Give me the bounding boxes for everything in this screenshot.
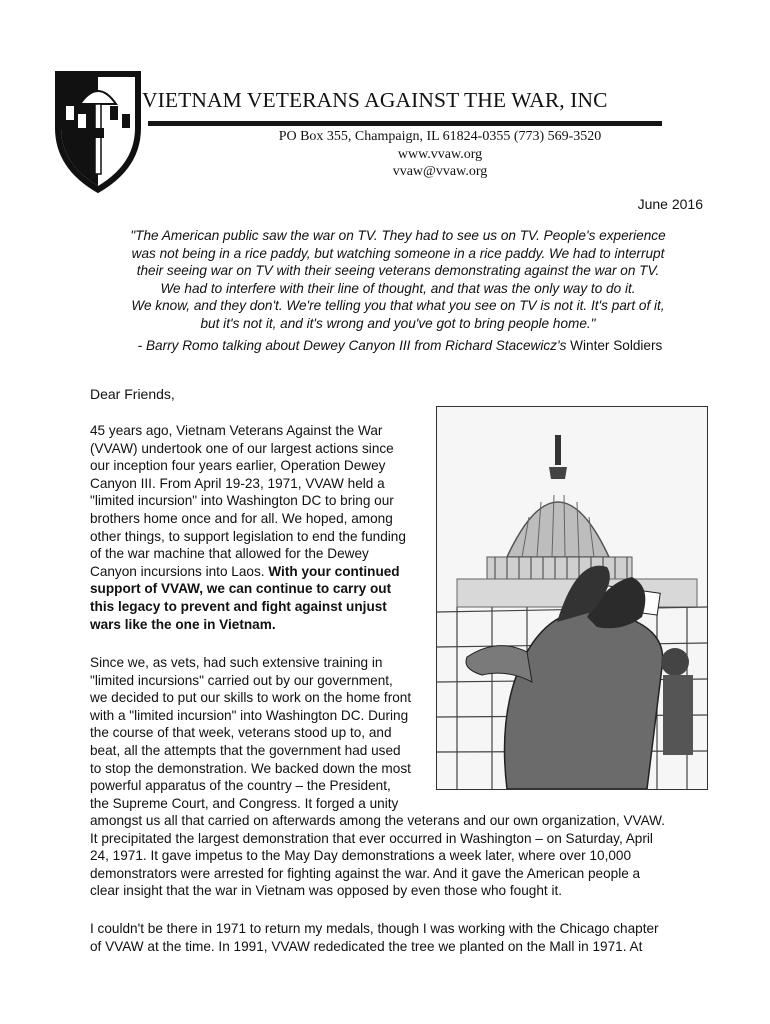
email-link[interactable]: vvaw@vvaw.org: [392, 164, 488, 179]
paragraph-line: we decided to put our skills to work on the home front: [90, 690, 412, 706]
quote-line: was not being in a rice paddy, but watching someone in a rice paddy. We had to interrupt: [131, 245, 665, 261]
letter-date: June 2016: [637, 196, 703, 212]
quote-attribution: [80, 338, 720, 353]
organization-name: VIETNAM VETERANS AGAINST THE WAR, INC: [142, 88, 608, 112]
header-rule: [148, 121, 662, 126]
paragraph-line: I couldn't be there in 1971 to return my medals, though I was working with the Chicago chapter: [90, 921, 659, 936]
paragraph-line: to stop the demonstration. We backed down the most: [90, 760, 411, 776]
paragraph-line: of VVAW at the time. In 1991, VVAW rededicated the tree we planted on the Mall in 1971. At: [90, 938, 643, 954]
bold-text: With your continued: [268, 563, 400, 579]
paragraph-line: beat, all the attempts that the government had used: [90, 742, 401, 758]
paragraph-line: Since we, as vets, had such extensive training in: [90, 655, 383, 670]
paragraph-2: [90, 654, 435, 812]
epigraph-quote: [88, 227, 708, 333]
book-title: Winter Soldiers: [570, 338, 663, 353]
paragraph-line: wars like the one in Vietnam.: [90, 616, 276, 632]
paragraph-line: with a "limited incursion" into Washington DC. During: [90, 707, 409, 723]
paragraph-line: demonstrators were arrested for fighting against the war. And it gave the American people a: [90, 865, 641, 881]
paragraph-line: powerful apparatus of the country – the President,: [90, 778, 391, 794]
quote-line: We had to interfere with their line of thought, and that was the only way to do it.: [160, 280, 636, 296]
paragraph-line: "limited incursion" into Washington DC to bring our: [90, 493, 394, 509]
paragraph-line: It precipitated the largest demonstration that ever occurred in Washington – on Saturday, April: [90, 830, 653, 846]
paragraph-line: (VVAW) undertook one of our largest actions since: [90, 440, 394, 456]
quote-line: We know, and they don't. We're telling you that what you see on TV is not it. It's part of it,: [131, 298, 665, 314]
paragraph-line: 24, 1971. It gave impetus to the May Day demonstrations a week later, where over 10,000: [90, 848, 632, 864]
paragraph-line: this legacy to prevent and fight against unjust: [90, 598, 387, 614]
paragraph-line: "limited incursions" carried out by our government,: [90, 672, 393, 688]
website-link[interactable]: www.vvaw.org: [397, 146, 483, 162]
plain-text: Canyon incursions into Laos.: [90, 563, 269, 579]
paragraph-1: [90, 422, 435, 633]
attribution-text: - Barry Romo talking about Dewey Canyon III from Richard Stacewicz's: [137, 338, 567, 353]
salutation: Dear Friends,: [90, 386, 175, 402]
paragraph-line: of the war machine that allowed for the Dewey: [90, 546, 369, 562]
postal-address: PO Box 355, Champaign, IL 61824-0355 (773) 569-3520: [278, 129, 602, 144]
quote-line: "The American public saw the war on TV. They had to see us on TV. People's experience: [130, 228, 666, 243]
paragraph-line: amongst us all that carried on afterwards among the veterans and our own organization, VVAW.: [90, 813, 666, 828]
contact-block: [200, 128, 680, 181]
paragraph-line: [90, 563, 435, 581]
paragraph-line: 45 years ago, Vietnam Veterans Against the War: [90, 423, 383, 438]
paragraph-line: Canyon III. From April 19-23, 1971, VVAW held a: [90, 475, 385, 491]
paragraph-line: other things, to support legislation to end the funding: [90, 528, 406, 544]
paragraph-line: clear insight that the war in Vietnam was opposed by even those who fought it.: [90, 883, 563, 899]
paragraph-3: [90, 920, 715, 955]
quote-line: but it's not it, and it's wrong and you've got to bring people home.": [200, 315, 596, 331]
paragraph-line: the course of that week, veterans stood up to, and: [90, 725, 392, 741]
paragraph-line: brothers home once and for all. We hoped, among: [90, 510, 393, 526]
vvaw-logo: [52, 68, 144, 196]
paragraph-2-continued: [90, 812, 715, 900]
paragraph-line: our inception four years earlier, Operation Dewey: [90, 458, 386, 474]
paragraph-line: the Supreme Court, and Congress. It forged a unity: [90, 795, 399, 811]
paragraph-line: support of VVAW, we can continue to carry out: [90, 581, 392, 597]
quote-line: their seeing war on TV with their seeing veterans demonstrating against the war on TV.: [136, 263, 660, 279]
capitol-protest-photo: [436, 406, 708, 790]
